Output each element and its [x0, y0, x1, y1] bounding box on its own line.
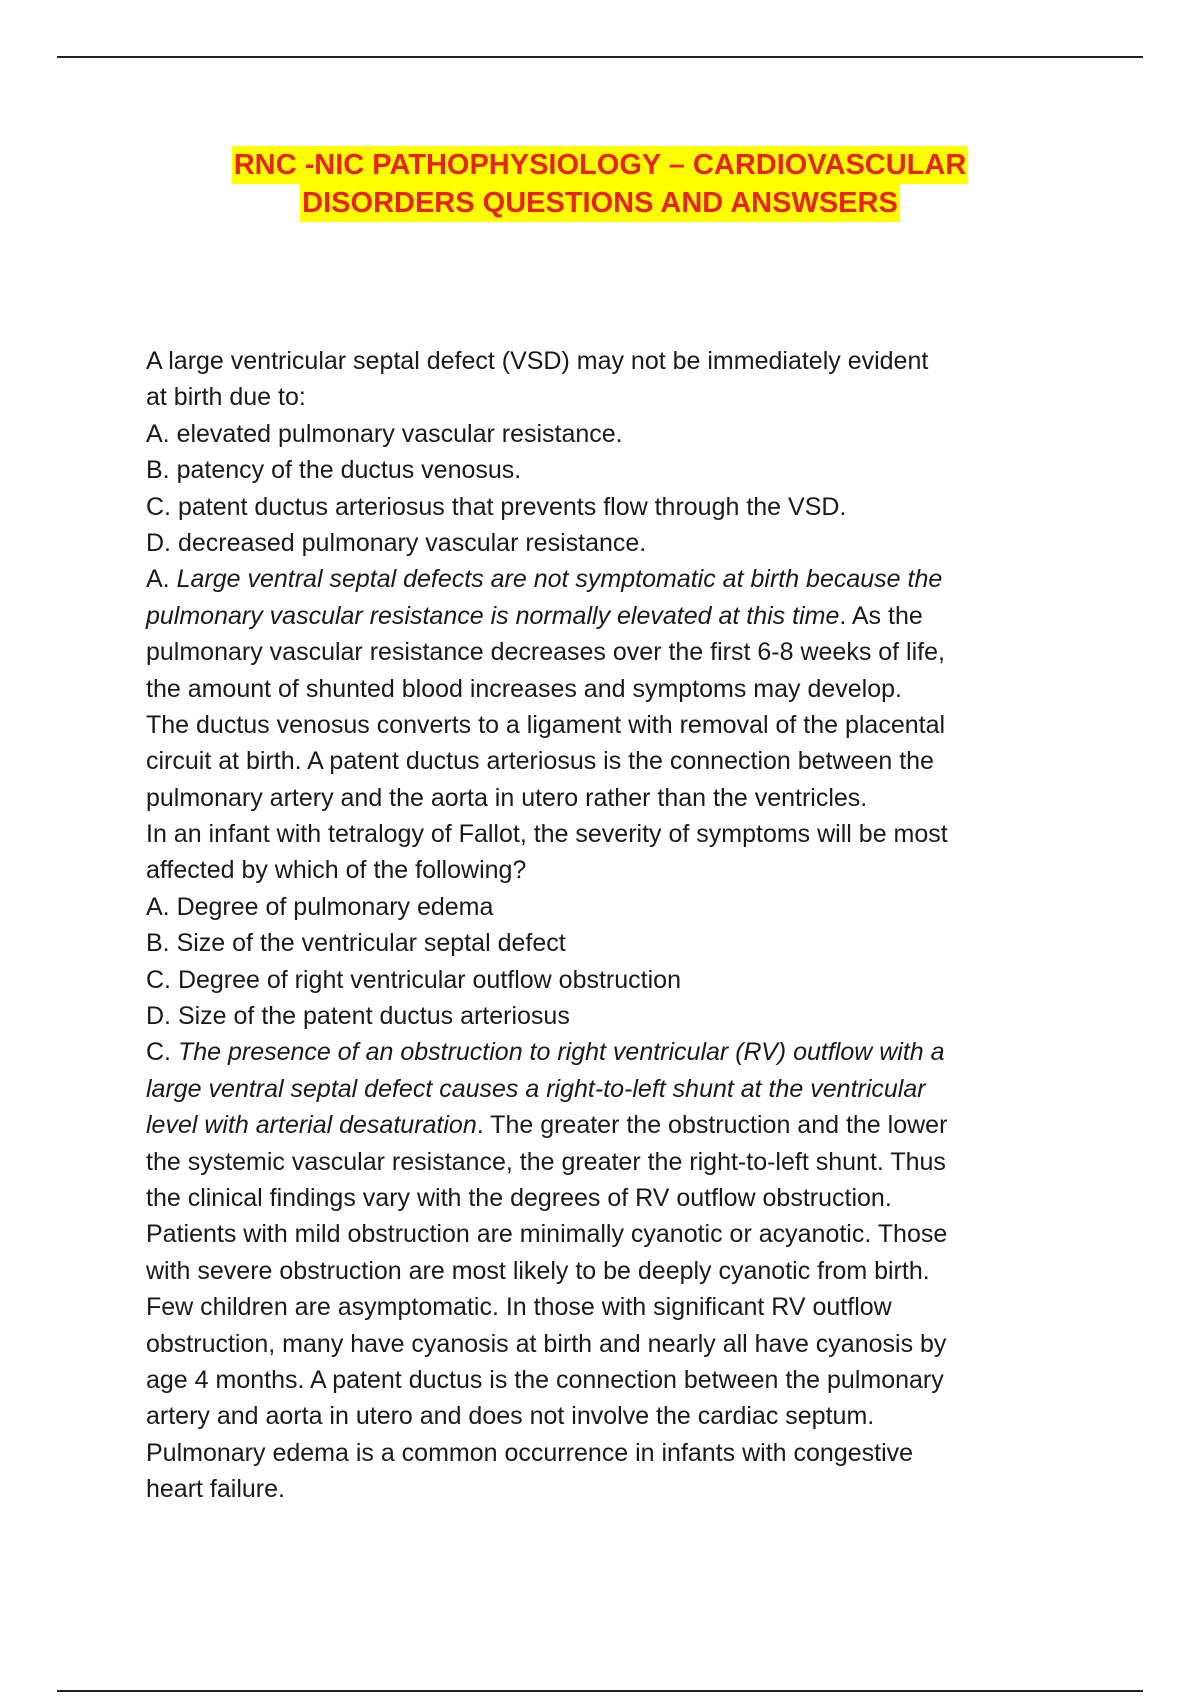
question-1-explanation-line: pulmonary vascular resistance decreases over the first 6-8 weeks of life, — [146, 638, 945, 667]
question-2-answer-line-3 — [146, 1107, 1066, 1143]
question-2-explanation-line: obstruction, many have cyanosis at birth and nearly all have cyanosis by — [146, 1329, 947, 1358]
document-body — [146, 343, 1066, 1508]
question-2-explanation-line: with severe obstruction are most likely to be deeply cyanotic from birth. — [146, 1256, 930, 1285]
question-2-answer-italic-2: large ventral septal defect causes a right-to-left shunt at the ventricular — [146, 1074, 926, 1103]
question-1-stem-line-1: A large ventricular septal defect (VSD) may not be immediately evident — [146, 347, 929, 375]
question-2-stem-line-1: In an infant with tetralogy of Fallot, the severity of symptoms will be most — [146, 820, 948, 849]
question-2-explanation-line: heart failure. — [146, 1475, 285, 1504]
question-1-answer-italic-2: pulmonary vascular resistance is normally elevated at this time — [146, 601, 840, 630]
question-1-explanation-line: pulmonary artery and the aorta in utero rather than the ventricles. — [146, 783, 868, 812]
question-2-option-b: B. Size of the ventricular septal defect — [146, 929, 566, 958]
question-2-option-d: D. Size of the patent ductus arteriosus — [146, 1002, 570, 1031]
question-2-answer-tail-3: . The greater the obstruction and the lower — [476, 1111, 948, 1140]
question-1-answer-letter: A. — [146, 565, 177, 594]
question-2-answer-line-2 — [146, 1071, 1066, 1107]
question-1-stem-line-2: at birth due to: — [146, 383, 306, 412]
bottom-rule — [57, 1690, 1143, 1692]
question-1-option-d: D. decreased pulmonary vascular resistance. — [146, 528, 647, 557]
question-1-answer-tail-2: . As the — [839, 601, 923, 630]
question-2-explanation-line: Patients with mild obstruction are minimally cyanotic or acyanotic. Those — [146, 1220, 948, 1249]
question-2-explanation-line: age 4 months. A patent ductus is the connection between the pulmonary — [146, 1365, 944, 1394]
question-1-option-a: A. elevated pulmonary vascular resistance. — [146, 419, 623, 448]
question-1-answer-line-1 — [146, 561, 1066, 597]
question-1-explanation-line: circuit at birth. A patent ductus arteriosus is the connection between the — [146, 747, 934, 776]
question-1 — [146, 343, 1066, 816]
question-1-explanation-line: The ductus venosus converts to a ligament with removal of the placental — [146, 710, 946, 739]
question-1-option-c: C. patent ductus arteriosus that prevents flow through the VSD. — [146, 492, 847, 521]
question-1-answer-italic-1: Large ventral septal defects are not symptomatic at birth because the — [176, 565, 943, 594]
question-1-explanation-line: the amount of shunted blood increases and symptoms may develop. — [146, 674, 902, 703]
question-2-explanation-line: Pulmonary edema is a common occurrence in infants with congestive — [146, 1438, 914, 1467]
title-line-1: RNC -NIC PATHOPHYSIOLOGY – CARDIOVASCULAR — [232, 146, 969, 184]
question-2-answer-line-1 — [146, 1034, 1066, 1070]
question-2-answer-italic-3: level with arterial desaturation — [146, 1111, 477, 1140]
question-2-option-c: C. Degree of right ventricular outflow obstruction — [146, 965, 681, 994]
question-2-answer-italic-1: The presence of an obstruction to right ventricular (RV) outflow with a — [177, 1038, 945, 1067]
question-2-stem-line-2: affected by which of the following? — [146, 856, 527, 885]
question-2-explanation-line: the systemic vascular resistance, the greater the right-to-left shunt. Thus — [146, 1147, 946, 1176]
question-1-answer-line-2 — [146, 598, 1066, 634]
question-2-explanation-line: artery and aorta in utero and does not involve the cardiac septum. — [146, 1402, 875, 1431]
question-2-answer-letter: C. — [146, 1038, 178, 1067]
title-line-2: DISORDERS QUESTIONS AND ANSWSERS — [300, 184, 900, 222]
question-2-option-a: A. Degree of pulmonary edema — [146, 892, 494, 921]
question-1-option-b: B. patency of the ductus venosus. — [146, 456, 522, 485]
question-2 — [146, 816, 1066, 1507]
question-2-explanation-line: the clinical findings vary with the degrees of RV outflow obstruction. — [146, 1183, 892, 1212]
question-2-explanation-line: Few children are asymptomatic. In those with significant RV outflow — [146, 1293, 892, 1322]
top-rule — [57, 56, 1143, 58]
document-title — [0, 146, 1200, 222]
